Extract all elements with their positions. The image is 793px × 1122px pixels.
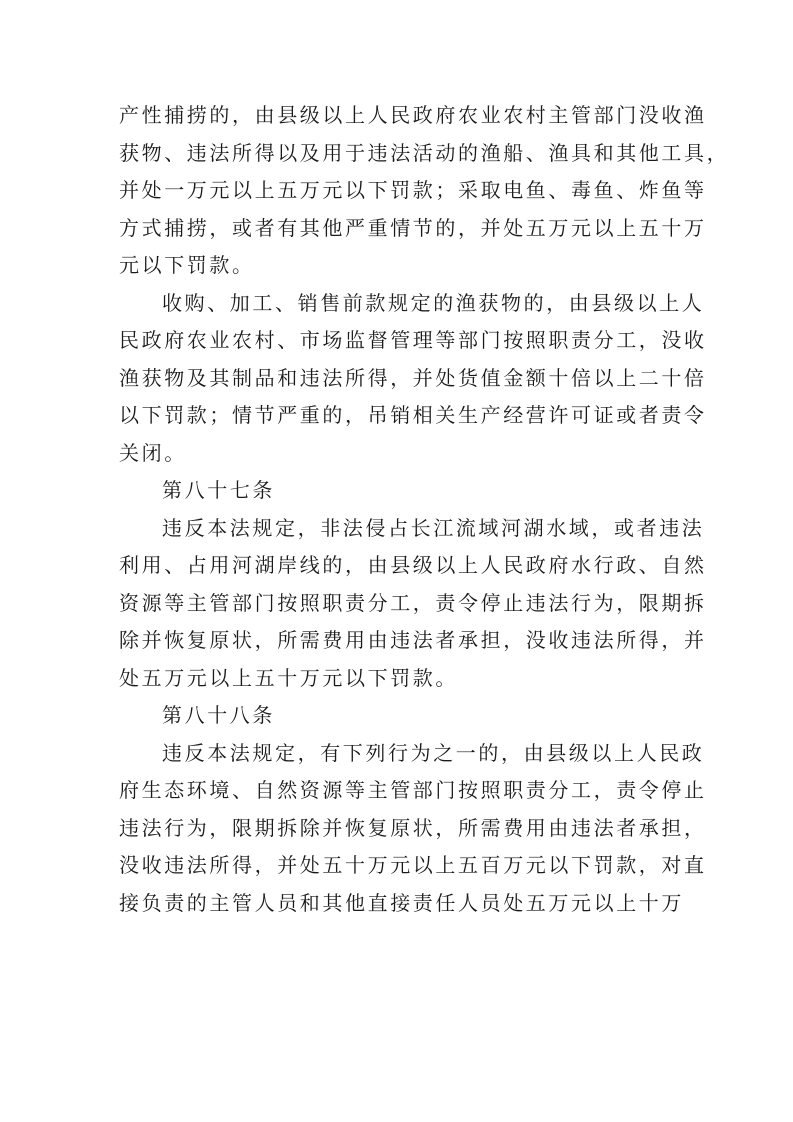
text-line: 方式捕捞，或者有其他严重情节的，并处五万元以上五十万: [119, 215, 707, 240]
text-line: 元以下罚款。: [119, 253, 255, 277]
text-line: 产性捕捞的，由县级以上人民政府农业农村主管部门没收渔: [119, 103, 707, 127]
text-line: 资源等主管部门按照职责分工，责令停止违法行为，限期拆: [119, 590, 707, 615]
text-line: 处五万元以上五十万元以下罚款。: [119, 665, 458, 690]
text-line: 除并恢复原状，所需费用由违法者承担，没收违法所得，并: [119, 628, 707, 652]
text-line: 并处一万元以上五万元以下罚款；采取电鱼、毒鱼、炸鱼等: [119, 178, 707, 202]
document-page: [119, 97, 730, 922]
text-line: 渔获物及其制品和违法所得，并处货值金额十倍以上二十倍: [119, 365, 707, 390]
text-line: 接负责的主管人员和其他直接责任人员处五万元以上十万: [119, 890, 684, 915]
text-line: 府生态环境、自然资源等主管部门按照职责分工，责令停止: [119, 778, 707, 802]
paragraph-penalty-fishing: [119, 97, 730, 285]
text-line: 以下罚款；情节严重的，吊销相关生产经营许可证或者责令: [119, 403, 707, 427]
text-line: 关闭。: [119, 440, 187, 465]
article-88-heading: [119, 697, 675, 735]
text-line: 没收违法所得，并处五十万元以上五百万元以下罚款，对直: [119, 853, 707, 877]
text-line: 民政府农业农村、市场监督管理等部门按照职责分工，没收: [119, 328, 707, 352]
text-line: 获物、违法所得以及用于违法活动的渔船、渔具和其他工具，: [119, 140, 730, 165]
text-line: 违法行为，限期拆除并恢复原状，所需费用由违法者承担，: [119, 815, 707, 840]
paragraph-penalty-purchase: [119, 285, 707, 473]
text-line: 违反本法规定，有下列行为之一的，由县级以上人民政: [162, 740, 705, 765]
article-heading: 第八十七条: [162, 478, 275, 502]
paragraph-article-87: [119, 510, 707, 698]
text-line: 利用、占用河湖岸线的，由县级以上人民政府水行政、自然: [119, 553, 707, 577]
article-heading: 第八十八条: [162, 703, 275, 727]
paragraph-article-88: [119, 735, 707, 923]
text-line: 收购、加工、销售前款规定的渔获物的，由县级以上人: [162, 290, 705, 315]
article-87-heading: [119, 472, 675, 510]
text-line: 违反本法规定，非法侵占长江流域河湖水域，或者违法: [162, 515, 705, 540]
